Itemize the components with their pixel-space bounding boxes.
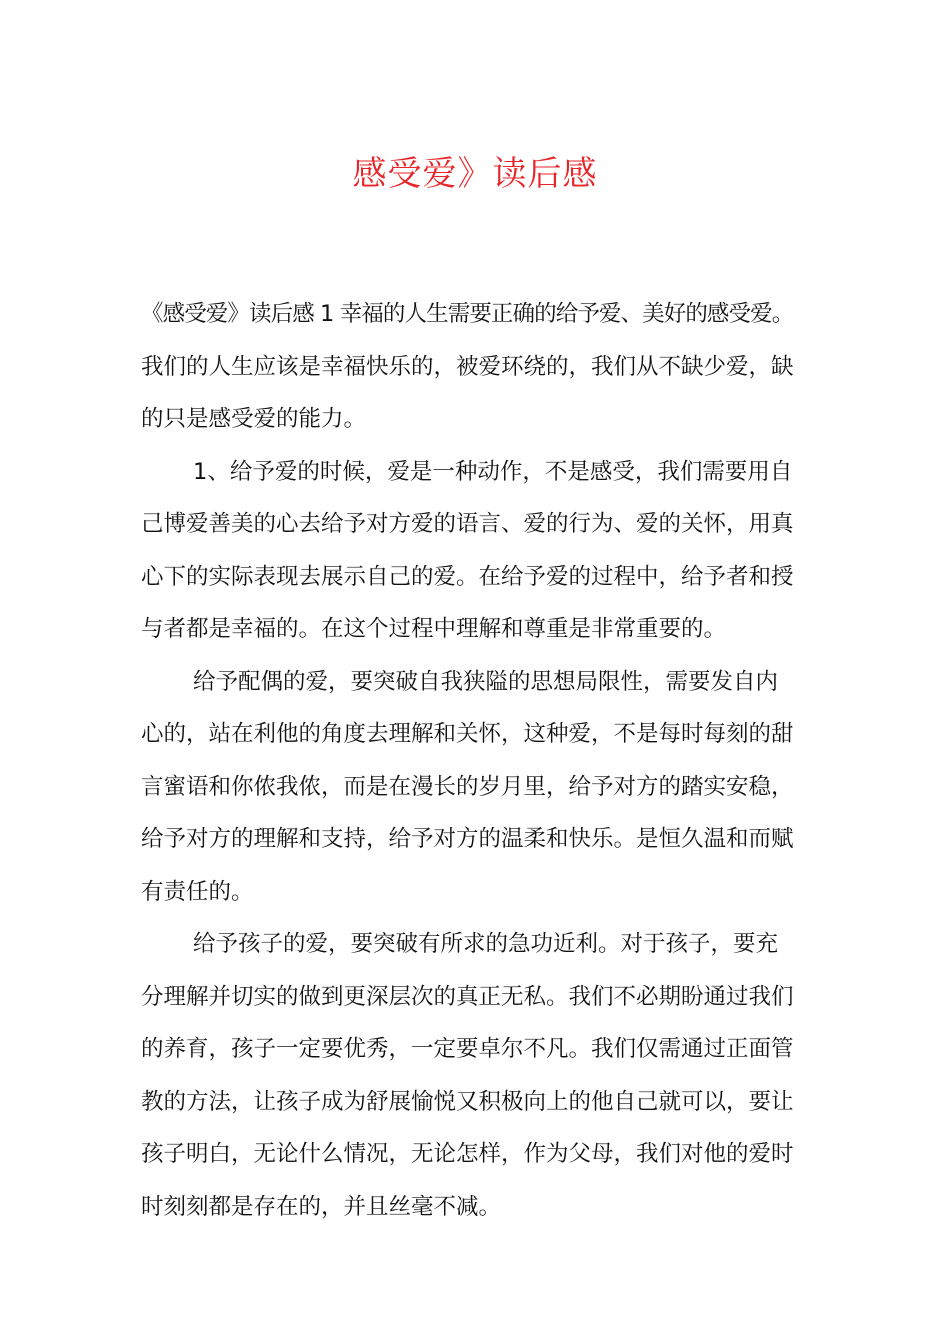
paragraph-3-line-2: 心的，站在利他的角度去理解和关怀，这种爱，不是每时每刻的甜 <box>141 721 794 747</box>
paragraph-3-line-4: 给予对方的理解和支持，给予对方的温柔和快乐。是恒久温和而赋 <box>141 826 794 852</box>
paragraph-3-line-1: 给予配偶的爱，要突破自我狭隘的思想局限性，需要发自内 <box>193 668 779 695</box>
paragraph-4-line-3: 的养育，孩子一定要优秀，一定要卓尔不凡。我们仅需通过正面管 <box>141 1036 794 1062</box>
paragraph-1-line-3: 的只是感受爱的能力。 <box>141 406 367 432</box>
paragraph-1-line-2: 我们的人生应该是幸福快乐的，被爱环绕的，我们从不缺少爱，缺 <box>141 353 794 380</box>
paragraph-4-line-4: 教的方法，让孩子成为舒展愉悦又积极向上的他自己就可以，要让 <box>141 1088 794 1115</box>
paragraph-2-line-3: 心下的实际表现去展示自己的爱。在给予爱的过程中，给予者和授 <box>141 563 794 590</box>
paragraph-3-line-5: 有责任的。 <box>141 878 254 905</box>
paragraph-1-line-1: 《感受爱》读后感 1 幸福的人生需要正确的给予爱、美好的感受爱。 <box>141 301 794 327</box>
document-title: 感受爱》读后感 <box>352 154 598 194</box>
paragraph-4-line-6: 时刻刻都是存在的，并且丝毫不减。 <box>141 1193 502 1220</box>
paragraph-4-line-2: 分理解并切实的做到更深层次的真正无私。我们不必期盼通过我们 <box>141 983 794 1010</box>
paragraph-2-line-4: 与者都是幸福的。在这个过程中理解和尊重是非常重要的。 <box>141 616 727 642</box>
paragraph-2-line-2: 己博爱善美的心去给予对方爱的语言、爱的行为、爱的关怀，用真 <box>141 511 794 537</box>
paragraph-3-line-3: 言蜜语和你侬我侬，而是在漫长的岁月里，给予对方的踏实安稳， <box>141 773 794 800</box>
document-body <box>141 288 831 1233</box>
paragraph-4-line-5: 孩子明白，无论什么情况，无论怎样，作为父母，我们对他的爱时 <box>141 1141 794 1167</box>
paragraph-2-line-1: 1、给予爱的时候，爱是一种动作，不是感受，我们需要用自 <box>193 458 793 485</box>
paragraph-4-line-1: 给予孩子的爱，要突破有所求的急功近利。对于孩子，要充 <box>193 931 779 957</box>
